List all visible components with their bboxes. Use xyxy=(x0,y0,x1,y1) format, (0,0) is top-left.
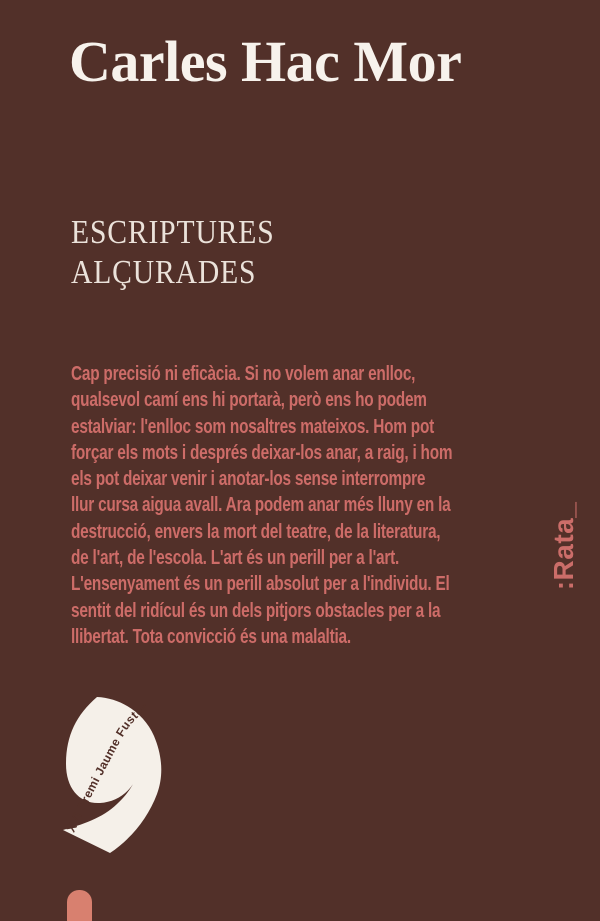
excerpt-line: L'ensenyament és un perill absolut per a l'individu. El xyxy=(71,572,450,596)
bottom-accent-bar-icon xyxy=(67,890,92,921)
excerpt-line: qualsevol camí ens hi portarà, però ens ho podem xyxy=(71,388,427,412)
book-title-line2: ALÇURADES xyxy=(71,254,257,291)
award-ribbon-text: XVI Premi Jaume Fuster xyxy=(63,700,151,835)
book-title xyxy=(71,213,275,293)
excerpt-line: Cap precisió ni eficàcia. Si no volem anar enlloc, xyxy=(71,362,416,385)
excerpt-line: llibertat. Tota convicció és una malaltia. xyxy=(71,624,351,648)
excerpt-paragraph xyxy=(71,361,452,650)
excerpt-line: destrucció, envers la mort del teatre, de la literatura, xyxy=(71,519,441,543)
excerpt-line: els pot deixar venir i anotar-los sense interrompre xyxy=(71,467,426,491)
author-name: Carles Hac Mor xyxy=(69,29,462,94)
excerpt-line: llur cursa aigua avall. Ara podem anar més lluny en la xyxy=(71,493,451,517)
excerpt-line: forçar els mots i després deixar-los anar, a raig, i hom xyxy=(71,440,453,464)
publisher-logo: :Rata_ xyxy=(548,501,579,591)
excerpt-line: de l'art, de l'escola. L'art és un perill per a l'art. xyxy=(71,546,400,570)
comma-quote-icon xyxy=(45,675,180,865)
excerpt-line: sentit del ridícul és un dels pitjors obstacles per a la xyxy=(71,598,441,622)
book-title-line1: ESCRIPTURES xyxy=(71,214,275,251)
excerpt-line: estalviar: l'enlloc som nosaltres mateixos. Hom pot xyxy=(71,414,435,438)
